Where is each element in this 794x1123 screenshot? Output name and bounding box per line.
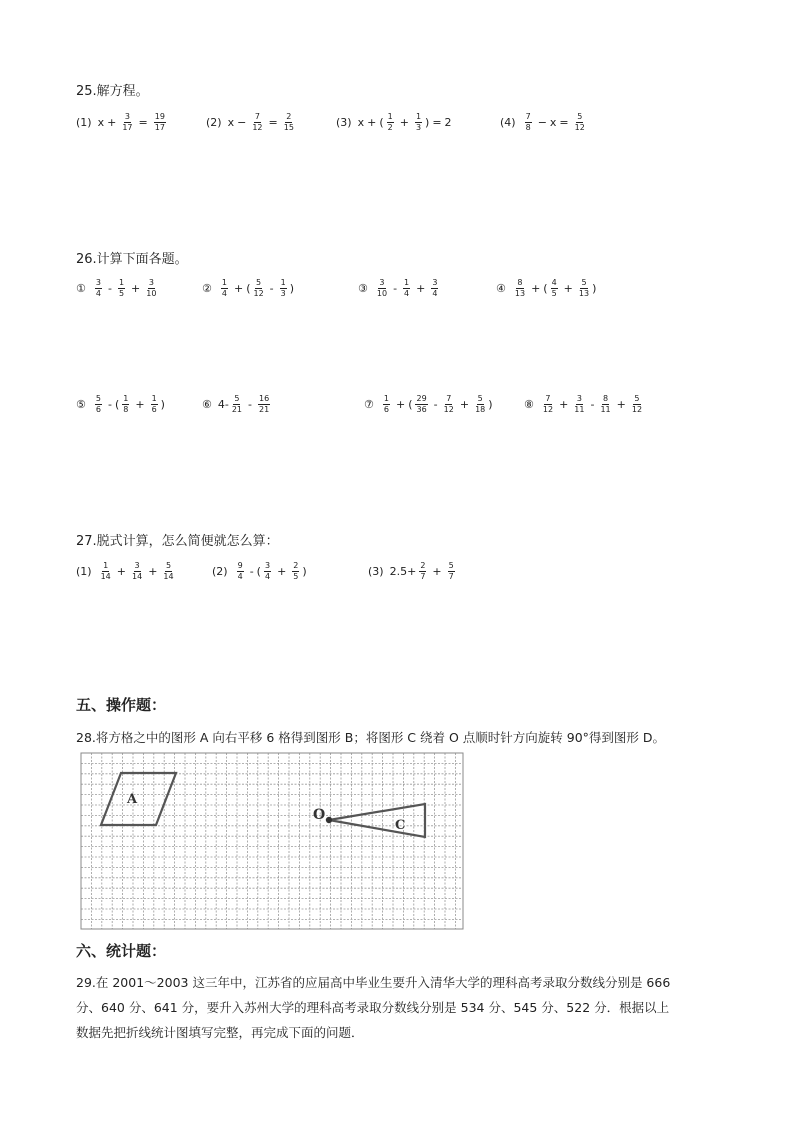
term: x bbox=[357, 116, 365, 129]
operator: + bbox=[432, 565, 442, 578]
fraction: $\frac{7}{12}$ bbox=[542, 394, 554, 414]
term: ( bbox=[246, 282, 251, 295]
q26-item-6 bbox=[202, 394, 364, 415]
operator: - bbox=[269, 282, 274, 295]
fraction: $\frac{3}{11}$ bbox=[574, 394, 585, 414]
fraction: $\frac{16}{21}$ bbox=[259, 394, 270, 414]
operator: - bbox=[107, 398, 112, 411]
term: ) bbox=[592, 282, 597, 295]
operator: + bbox=[559, 398, 569, 411]
q25-item-1 bbox=[76, 112, 206, 133]
item-number: (4) bbox=[500, 116, 516, 129]
operator: + bbox=[399, 116, 409, 129]
operator: − bbox=[237, 116, 247, 129]
operator: - bbox=[433, 398, 438, 411]
term: x bbox=[227, 116, 235, 129]
operator: - bbox=[107, 282, 112, 295]
operator: + bbox=[277, 565, 287, 578]
label-o: O bbox=[313, 807, 326, 823]
operator: + bbox=[233, 282, 244, 295]
q26-row2 bbox=[76, 394, 674, 415]
item-number: (2) bbox=[206, 116, 222, 129]
fraction: $\frac{5}{12}$ bbox=[631, 394, 643, 414]
term: ) bbox=[289, 282, 295, 295]
term: ) bbox=[488, 398, 493, 411]
term: 2.5+ bbox=[389, 565, 417, 578]
fraction: $\frac{1}{4}$ bbox=[404, 278, 410, 298]
fraction: $\frac{1}{3}$ bbox=[280, 278, 286, 298]
fraction: $\frac{5}{7}$ bbox=[448, 561, 454, 581]
term: ( bbox=[256, 565, 261, 578]
operator: + bbox=[131, 282, 141, 295]
q27-item-2 bbox=[212, 561, 368, 582]
term: ) bbox=[425, 116, 430, 129]
item-number: ⑤ bbox=[76, 398, 86, 411]
term: 4- bbox=[217, 398, 229, 411]
fraction: $\frac{2}{15}$ bbox=[283, 112, 294, 132]
fraction: $\frac{3}{10}$ bbox=[376, 278, 388, 298]
fraction: $\frac{3}{10}$ bbox=[146, 278, 157, 298]
q29-line1: 29.在 2001～2003 这三年中，江苏省的应届高中毕业生要升入清华大学的理科高考录取分数线分别是 666 bbox=[76, 975, 671, 990]
section-5-title: 五、操作题： bbox=[76, 696, 167, 714]
q29-line2: 分、640 分、641 分，要升入苏州大学的理科高考录取分数线分别是 534 分、545 分、522 分．根据以上 bbox=[76, 1000, 670, 1015]
operator: = bbox=[268, 116, 278, 129]
fraction: $\frac{3}{4}$ bbox=[95, 278, 101, 298]
fraction: $\frac{1}{14}$ bbox=[100, 561, 111, 581]
q27-item-3 bbox=[368, 561, 488, 582]
fraction: $\frac{5}{13}$ bbox=[578, 278, 590, 298]
operator: + bbox=[616, 398, 626, 411]
operator: + bbox=[135, 398, 145, 411]
q26-item-1 bbox=[76, 278, 202, 299]
fraction: $\frac{5}{14}$ bbox=[163, 561, 174, 581]
operator: - bbox=[393, 282, 398, 295]
fraction: $\frac{9}{4}$ bbox=[237, 561, 243, 581]
fraction: $\frac{1}{3}$ bbox=[415, 112, 422, 132]
q27-items bbox=[76, 561, 488, 582]
item-number: (1) bbox=[76, 116, 92, 129]
fraction: $\frac{1}{6}$ bbox=[383, 394, 389, 414]
fraction: $\frac{5}{21}$ bbox=[231, 394, 243, 414]
item-number: ⑥ bbox=[202, 398, 212, 411]
fraction: $\frac{5}{12}$ bbox=[574, 112, 585, 132]
item-number: ② bbox=[202, 282, 212, 295]
operator: + bbox=[148, 565, 158, 578]
operator: = bbox=[138, 116, 148, 129]
fraction: $\frac{1}{6}$ bbox=[151, 394, 157, 414]
term: ) bbox=[160, 398, 165, 411]
grid-figure bbox=[80, 752, 464, 930]
fraction: $\frac{1}{5}$ bbox=[118, 278, 125, 298]
operator: + bbox=[459, 398, 470, 411]
q27-title: 27.脱式计算，怎么简便就怎么算： bbox=[76, 534, 279, 549]
fraction: $\frac{7}{8}$ bbox=[525, 112, 531, 132]
operator: + bbox=[367, 116, 377, 129]
item-number: ⑦ bbox=[364, 398, 374, 411]
q25-items bbox=[76, 112, 630, 133]
q25-item-2 bbox=[206, 112, 336, 133]
item-number: ① bbox=[76, 282, 86, 295]
q26-item-2 bbox=[202, 278, 358, 299]
operator: - bbox=[248, 398, 253, 411]
q28-text: 28.将方格之中的图形 A 向右平移 6 格得到图形 B；将图形 C 绕着 O 点顺时针方向旋转 90°得到图形 D。 bbox=[76, 730, 666, 745]
fraction: $\frac{7}{12}$ bbox=[252, 112, 263, 132]
fraction: $\frac{1}{8}$ bbox=[123, 394, 129, 414]
operator: + bbox=[116, 565, 126, 578]
q26-item-4 bbox=[496, 278, 646, 299]
item-number: ⑧ bbox=[524, 398, 534, 411]
q27-item-1 bbox=[76, 561, 212, 582]
fraction: $\frac{3}{14}$ bbox=[132, 561, 143, 581]
operator: + bbox=[395, 398, 406, 411]
term: ( bbox=[408, 398, 413, 411]
term: ( bbox=[114, 398, 120, 411]
item-number: (2) bbox=[212, 565, 228, 578]
item-number: (3) bbox=[368, 565, 384, 578]
fraction: $\frac{8}{13}$ bbox=[514, 278, 526, 298]
operator: + bbox=[563, 282, 573, 295]
fraction: $\frac{5}{18}$ bbox=[475, 394, 486, 414]
fraction: $\frac{3}{17}$ bbox=[122, 112, 133, 132]
term: ) bbox=[302, 565, 307, 578]
fraction: $\frac{5}{12}$ bbox=[253, 278, 264, 298]
q26-item-7 bbox=[364, 394, 524, 415]
fraction: $\frac{3}{4}$ bbox=[432, 278, 438, 298]
shape-c bbox=[329, 804, 425, 837]
operator: = bbox=[559, 116, 569, 129]
item-number: ③ bbox=[358, 282, 368, 295]
label-a: A bbox=[127, 792, 138, 807]
item-number: ④ bbox=[496, 282, 506, 295]
q26-title: 26.计算下面各题。 bbox=[76, 252, 188, 267]
fraction: $\frac{8}{11}$ bbox=[600, 394, 611, 414]
q29-line3: 数据先把折线统计图填写完整，再完成下面的问题． bbox=[76, 1025, 364, 1040]
operator: + bbox=[531, 282, 541, 295]
fraction: $\frac{1}{4}$ bbox=[221, 278, 227, 298]
q26-row1 bbox=[76, 278, 646, 299]
operator: - bbox=[590, 398, 595, 411]
fraction: $\frac{1}{2}$ bbox=[387, 112, 393, 132]
q26-item-8 bbox=[524, 394, 674, 415]
section-6-title: 六、统计题： bbox=[76, 942, 167, 960]
operator: − bbox=[537, 116, 547, 129]
operator: = bbox=[432, 116, 442, 129]
fraction: $\frac{3}{4}$ bbox=[264, 561, 271, 581]
operator: + bbox=[107, 116, 117, 129]
term: ( bbox=[379, 116, 384, 129]
term: ( bbox=[543, 282, 548, 295]
operator: - bbox=[249, 565, 254, 578]
fraction: $\frac{2}{7}$ bbox=[420, 561, 426, 581]
term: x bbox=[549, 116, 557, 129]
term: 2 bbox=[444, 116, 452, 129]
fraction: $\frac{7}{12}$ bbox=[443, 394, 454, 414]
q25-item-3 bbox=[336, 112, 500, 133]
fraction: $\frac{4}{5}$ bbox=[551, 278, 557, 298]
operator: + bbox=[416, 282, 426, 295]
item-number: (3) bbox=[336, 116, 352, 129]
term: x bbox=[97, 116, 105, 129]
item-number: (1) bbox=[76, 565, 92, 578]
fraction: $\frac{5}{6}$ bbox=[95, 394, 101, 414]
q25-item-4 bbox=[500, 112, 630, 133]
fraction: $\frac{2}{5}$ bbox=[293, 561, 299, 581]
point-o bbox=[326, 817, 332, 823]
q25-title: 25.解方程。 bbox=[76, 84, 149, 99]
fraction: $\frac{29}{36}$ bbox=[416, 394, 427, 414]
label-c: C bbox=[395, 818, 406, 833]
fraction: $\frac{19}{17}$ bbox=[154, 112, 165, 132]
q26-item-5 bbox=[76, 394, 202, 415]
q26-item-3 bbox=[358, 278, 496, 299]
